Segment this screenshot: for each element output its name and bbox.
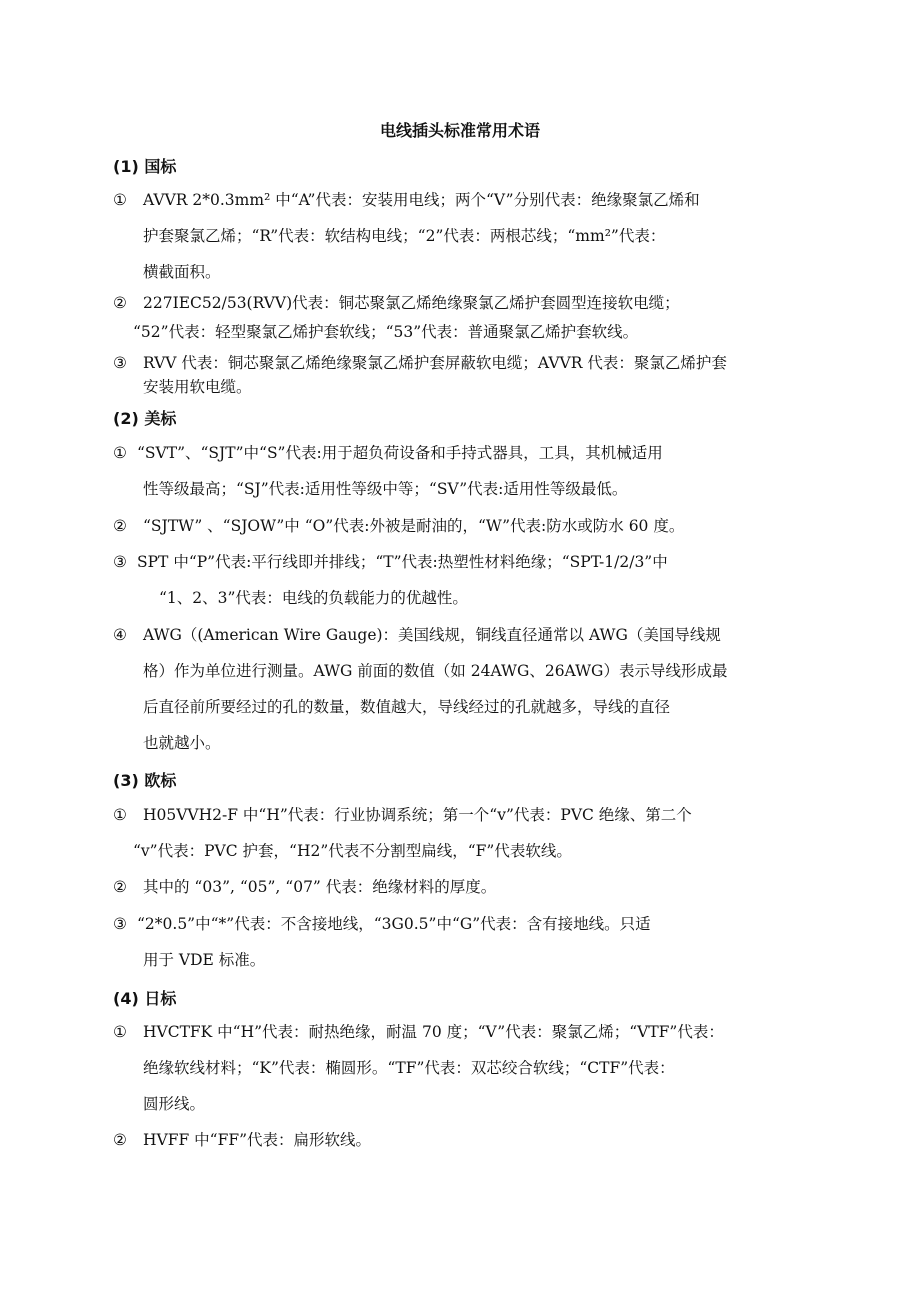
section-heading-gb: (1) 国标 [113,157,177,176]
list-item [113,544,813,616]
item-text-line: 安装用软电缆。 [143,378,252,396]
item-marker: ③ [113,553,127,571]
item-marker: ① [113,444,127,462]
list-item [113,906,813,978]
item-marker: ③ [113,915,127,933]
item-marker: ② [113,878,127,896]
list-item [113,1014,813,1122]
item-text-line: AVVR 2*0.3mm² 中“A”代表：安装用电线；两个“V”分别代表：绝缘聚氯乙烯和 [143,191,700,209]
section-heading-jp: (4) 日标 [113,989,177,1008]
list-item [113,869,813,905]
section-heading-us: (2) 美标 [113,409,177,428]
item-text-line: “52”代表：轻型聚氯乙烯护套软线；“53”代表：普通聚氯乙烯护套软线。 [133,323,639,341]
item-text-line: 后直径前所要经过的孔的数量，数值越大，导线经过的孔就越多，导线的直径 [143,698,671,716]
item-marker: ② [113,517,127,535]
list-item [113,1122,813,1158]
item-text-line: 性等级最高；“SJ”代表:适用性等级中等；“SV”代表:适用性等级最低。 [143,480,628,498]
list-item [113,508,813,544]
item-text-line: 用于 VDE 标准。 [143,951,266,969]
item-text-line: “SVT”、“SJT”中“S”代表:用于超负荷设备和手持式器具，工具，其机械适用 [137,444,663,462]
item-text-line: 也就越小。 [143,734,221,752]
item-text-line: 其中的 “03”, “05”, “07” 代表：绝缘材料的厚度。 [143,878,497,896]
item-text-line: AWG（(American Wire Gauge)：美国线规，铜线直径通常以 AWG（美国导线规 [143,626,721,644]
item-text-line: HVCTFK 中“H”代表：耐热绝缘，耐温 70 度；“V”代表：聚氯乙烯；“VTF”代表： [143,1023,724,1041]
item-text-line: 圆形线。 [143,1095,206,1113]
item-text-line: 护套聚氯乙烯；“R”代表：软结构电线；“2”代表：两根芯线；“mm²”代表： [143,227,666,245]
item-marker: ③ [113,354,127,372]
item-text-line: “1、2、3”代表：电线的负载能力的优越性。 [159,589,468,607]
item-marker: ① [113,1023,127,1041]
item-text-line: H05VVH2-F 中“H”代表：行业协调系统；第一个“v”代表：PVC 绝缘、第二个 [143,806,692,824]
item-marker: ① [113,191,127,209]
item-text-line: “2*0.5”中“*”代表：不含接地线，“3G0.5”中“G”代表：含有接地线。只适 [137,915,651,933]
list-item [113,797,813,869]
item-marker: ④ [113,626,127,644]
item-marker: ② [113,1131,127,1149]
list-item [113,351,813,399]
item-text-line: “SJTW” 、“SJOW”中 “O”代表:外被是耐油的，“W”代表:防水或防水 60 度。 [143,517,685,535]
page-title: 电线插头标准常用术语 [379,121,540,140]
list-item [113,435,813,507]
item-text-line: SPT 中“P”代表:平行线即并排线；“T”代表:热塑性材料绝缘；“SPT-1/2/3”中 [137,553,668,571]
item-text-line: 227IEC52/53(RVV)代表：铜芯聚氯乙烯绝缘聚氯乙烯护套圆型连接软电缆； [143,294,680,312]
item-text-line: HVFF 中“FF”代表：扁形软线。 [143,1131,372,1149]
list-item [113,617,813,761]
item-text-line: 绝缘软线材料；“K”代表：椭圆形。“TF”代表：双芯绞合软线；“CTF”代表： [143,1059,675,1077]
item-marker: ② [113,294,127,312]
item-marker: ① [113,806,127,824]
list-item [113,289,813,347]
list-item [113,182,813,290]
item-text-line: “v”代表：PVC 护套，“H2”代表不分割型扁线，“F”代表软线。 [133,842,572,860]
item-text-line: RVV 代表：铜芯聚氯乙烯绝缘聚氯乙烯护套屏蔽软电缆；AVVR 代表：聚氯乙烯护套 [143,354,727,372]
item-text-line: 格）作为单位进行测量。AWG 前面的数值（如 24AWG、26AWG）表示导线形成最 [143,662,728,680]
item-text-line: 横截面积。 [143,263,221,281]
section-heading-eu: (3) 欧标 [113,771,177,790]
